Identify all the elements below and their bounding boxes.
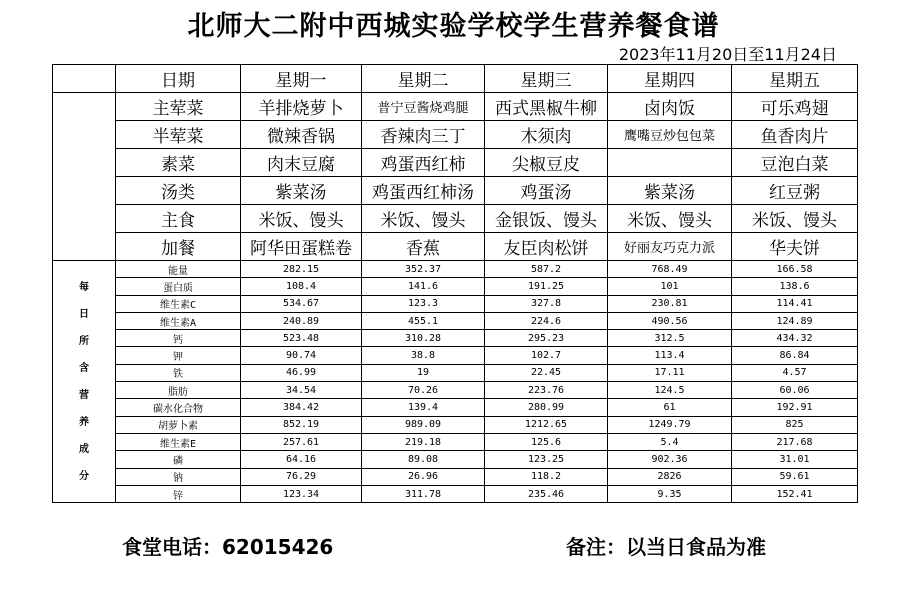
nutrient-value: 384.42 <box>241 399 362 416</box>
nutrition-row <box>53 433 858 450</box>
nutrient-value: 102.7 <box>485 347 608 364</box>
nutrition-row <box>53 295 858 312</box>
nutrient-value: 312.5 <box>608 330 732 347</box>
nutrient-value: 17.11 <box>608 364 732 381</box>
nutrient-value: 5.4 <box>608 433 732 450</box>
menu-row <box>53 93 858 121</box>
menu-side-cell <box>53 93 116 261</box>
menu-item: 紫菜汤 <box>241 177 362 205</box>
nutrient-value: 152.41 <box>732 485 858 502</box>
menu-item: 鸡蛋西红柿汤 <box>362 177 485 205</box>
nutrient-value: 224.6 <box>485 312 608 329</box>
nutrition-row <box>53 399 858 416</box>
menu-row-label: 加餐 <box>116 233 241 261</box>
menu-item: 西式黑椒牛柳 <box>485 93 608 121</box>
nutrient-name: 碳水化合物 <box>116 399 241 416</box>
menu-item: 普宁豆酱烧鸡腿 <box>362 93 485 121</box>
menu-item: 豆泡白菜 <box>732 149 858 177</box>
nutrient-value: 89.08 <box>362 451 485 468</box>
nutrient-value: 257.61 <box>241 433 362 450</box>
nutrient-value: 90.74 <box>241 347 362 364</box>
nutrient-value: 240.89 <box>241 312 362 329</box>
menu-row <box>53 177 858 205</box>
nutrient-value: 235.46 <box>485 485 608 502</box>
menu-item: 紫菜汤 <box>608 177 732 205</box>
nutrition-row <box>53 468 858 485</box>
nutrient-value: 852.19 <box>241 416 362 433</box>
nutrition-row <box>53 330 858 347</box>
menu-row-label: 主食 <box>116 205 241 233</box>
nutrient-value: 26.96 <box>362 468 485 485</box>
menu-item: 微辣香锅 <box>241 121 362 149</box>
nutrient-value: 9.35 <box>608 485 732 502</box>
nutrient-value: 434.32 <box>732 330 858 347</box>
nutrition-section-char: 所 <box>79 335 89 347</box>
nutrient-value: 118.2 <box>485 468 608 485</box>
nutrient-name: 锌 <box>116 485 241 502</box>
menu-item: 米饭、馒头 <box>362 205 485 233</box>
nutrient-value: 101 <box>608 278 732 295</box>
menu-item: 尖椒豆皮 <box>485 149 608 177</box>
nutrient-value: 123.34 <box>241 485 362 502</box>
menu-item: 鹰嘴豆炒包包菜 <box>608 121 732 149</box>
nutrient-value: 230.81 <box>608 295 732 312</box>
nutrient-value: 587.2 <box>485 261 608 278</box>
header-day: 星期一 <box>241 65 362 93</box>
nutrient-value: 490.56 <box>608 312 732 329</box>
header-day: 星期四 <box>608 65 732 93</box>
nutrient-value: 989.09 <box>362 416 485 433</box>
nutrient-value: 280.99 <box>485 399 608 416</box>
nutrient-value: 455.1 <box>362 312 485 329</box>
nutrition-row <box>53 382 858 399</box>
nutrient-name: 铁 <box>116 364 241 381</box>
menu-item: 香辣肉三丁 <box>362 121 485 149</box>
menu-item: 好丽友巧克力派 <box>608 233 732 261</box>
nutrient-value: 108.4 <box>241 278 362 295</box>
nutrition-row <box>53 485 858 502</box>
nutrient-value: 70.26 <box>362 382 485 399</box>
nutrition-row <box>53 347 858 364</box>
menu-item: 卤肉饭 <box>608 93 732 121</box>
nutrition-section-char: 日 <box>79 308 89 320</box>
nutrient-value: 138.6 <box>732 278 858 295</box>
nutrient-value: 2826 <box>608 468 732 485</box>
nutrient-name: 磷 <box>116 451 241 468</box>
menu-row-label: 主荤菜 <box>116 93 241 121</box>
nutrient-value: 1249.79 <box>608 416 732 433</box>
nutrient-name: 胡萝卜素 <box>116 416 241 433</box>
nutrition-row <box>53 364 858 381</box>
menu-table <box>52 64 858 503</box>
nutrient-value: 825 <box>732 416 858 433</box>
menu-item: 金银饭、馒头 <box>485 205 608 233</box>
nutrition-row <box>53 451 858 468</box>
nutrient-name: 能量 <box>116 261 241 278</box>
nutrition-section-label <box>53 261 116 503</box>
nutrient-value: 19 <box>362 364 485 381</box>
nutrient-name: 维生素A <box>116 312 241 329</box>
header-row <box>53 65 858 93</box>
nutrition-section-char: 每 <box>79 281 89 293</box>
nutrient-value: 61 <box>608 399 732 416</box>
nutrient-value: 124.5 <box>608 382 732 399</box>
nutrition-row <box>53 312 858 329</box>
nutrient-value: 282.15 <box>241 261 362 278</box>
menu-row <box>53 149 858 177</box>
menu-item: 香蕉 <box>362 233 485 261</box>
menu-item: 鸡蛋西红柿 <box>362 149 485 177</box>
header-day: 星期三 <box>485 65 608 93</box>
nutrient-value: 217.68 <box>732 433 858 450</box>
date-range: 2023年11月20日至11月24日 <box>618 45 837 64</box>
menu-row <box>53 205 858 233</box>
header-day: 星期五 <box>732 65 858 93</box>
nutrient-value: 1212.65 <box>485 416 608 433</box>
nutrient-value: 46.99 <box>241 364 362 381</box>
nutrient-value: 219.18 <box>362 433 485 450</box>
nutrient-value: 223.76 <box>485 382 608 399</box>
nutrient-value: 311.78 <box>362 485 485 502</box>
nutrient-value: 327.8 <box>485 295 608 312</box>
nutrient-value: 295.23 <box>485 330 608 347</box>
nutrient-value: 31.01 <box>732 451 858 468</box>
nutrient-value: 139.4 <box>362 399 485 416</box>
menu-item: 阿华田蛋糕卷 <box>241 233 362 261</box>
nutrient-value: 166.58 <box>732 261 858 278</box>
nutrient-value: 768.49 <box>608 261 732 278</box>
menu-row-label: 汤类 <box>116 177 241 205</box>
nutrient-value: 64.16 <box>241 451 362 468</box>
nutrition-section-char: 养 <box>79 416 89 428</box>
nutrient-value: 125.6 <box>485 433 608 450</box>
nutrition-section-char: 分 <box>79 470 89 482</box>
nutrition-section-char: 营 <box>79 389 89 401</box>
nutrient-name: 脂肪 <box>116 382 241 399</box>
nutrient-value: 4.57 <box>732 364 858 381</box>
nutrient-value: 34.54 <box>241 382 362 399</box>
menu-item: 米饭、馒头 <box>241 205 362 233</box>
nutrient-name: 钾 <box>116 347 241 364</box>
nutrition-row <box>53 416 858 433</box>
header-day: 星期二 <box>362 65 485 93</box>
nutrient-value: 60.06 <box>732 382 858 399</box>
nutrient-value: 310.28 <box>362 330 485 347</box>
menu-row <box>53 121 858 149</box>
nutrient-value: 192.91 <box>732 399 858 416</box>
nutrition-row <box>53 278 858 295</box>
header-label: 日期 <box>116 65 241 93</box>
menu-item <box>608 149 732 177</box>
nutrient-value: 523.48 <box>241 330 362 347</box>
nutrient-name: 维生素C <box>116 295 241 312</box>
menu-item: 华夫饼 <box>732 233 858 261</box>
nutrient-value: 59.61 <box>732 468 858 485</box>
nutrient-value: 191.25 <box>485 278 608 295</box>
nutrient-value: 124.89 <box>732 312 858 329</box>
menu-row-label: 素菜 <box>116 149 241 177</box>
nutrient-value: 902.36 <box>608 451 732 468</box>
menu-item: 红豆粥 <box>732 177 858 205</box>
corner-cell <box>53 65 116 93</box>
nutrient-name: 钙 <box>116 330 241 347</box>
nutrient-name: 蛋白质 <box>116 278 241 295</box>
nutrition-row <box>53 261 858 278</box>
nutrient-value: 114.41 <box>732 295 858 312</box>
canteen-phone: 食堂电话：62015426 <box>122 535 334 559</box>
nutrient-value: 86.84 <box>732 347 858 364</box>
nutrient-value: 123.25 <box>485 451 608 468</box>
nutrient-value: 534.67 <box>241 295 362 312</box>
nutrition-section-char: 成 <box>79 443 89 455</box>
nutrient-name: 维生素E <box>116 433 241 450</box>
menu-item: 羊排烧萝卜 <box>241 93 362 121</box>
page-title: 北师大二附中西城实验学校学生营养餐食谱 <box>187 11 720 42</box>
menu-item: 鸡蛋汤 <box>485 177 608 205</box>
nutrient-name: 钠 <box>116 468 241 485</box>
nutrient-value: 22.45 <box>485 364 608 381</box>
nutrient-value: 141.6 <box>362 278 485 295</box>
nutrient-value: 123.3 <box>362 295 485 312</box>
nutrition-section-char: 含 <box>79 362 89 374</box>
nutrient-value: 76.29 <box>241 468 362 485</box>
nutrient-value: 113.4 <box>608 347 732 364</box>
nutrient-value: 38.8 <box>362 347 485 364</box>
menu-row <box>53 233 858 261</box>
nutrient-value: 352.37 <box>362 261 485 278</box>
footer-note: 备注：以当日食品为准 <box>566 535 766 559</box>
menu-item: 米饭、馒头 <box>732 205 858 233</box>
menu-item: 可乐鸡翅 <box>732 93 858 121</box>
menu-item: 鱼香肉片 <box>732 121 858 149</box>
menu-item: 木须肉 <box>485 121 608 149</box>
menu-item: 友臣肉松饼 <box>485 233 608 261</box>
menu-item: 肉末豆腐 <box>241 149 362 177</box>
menu-item: 米饭、馒头 <box>608 205 732 233</box>
menu-row-label: 半荤菜 <box>116 121 241 149</box>
